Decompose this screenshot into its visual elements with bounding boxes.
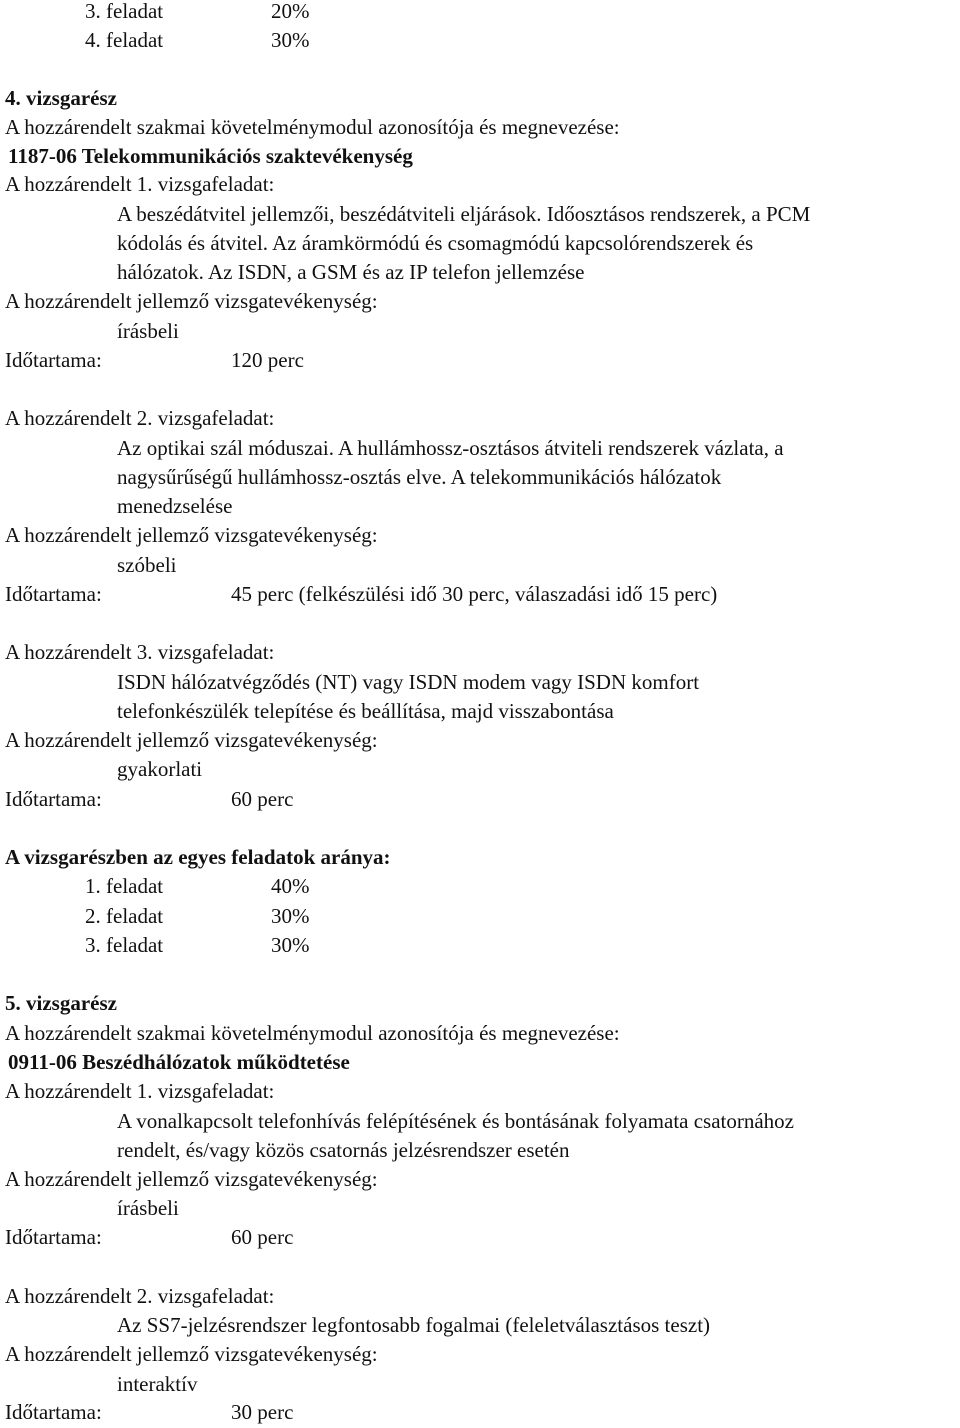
task-description: hálózatok. Az ISDN, a GSM és az IP telefon jellemzése (117, 260, 585, 284)
task-description: telefonkészülék telepítése és beállítása, majd visszabontása (117, 699, 614, 723)
duration-row (5, 1223, 294, 1252)
activity-value: írásbeli (117, 1196, 179, 1220)
task-description: menedzselése (117, 494, 233, 518)
task-percent: 30% (271, 904, 310, 928)
task-heading: A hozzárendelt 2. vizsgafeladat: (5, 406, 275, 430)
duration-value: 60 perc (231, 1225, 294, 1249)
list-item (85, 902, 310, 931)
task-heading: A hozzárendelt 3. vizsgafeladat: (5, 640, 275, 664)
ratio-heading: A vizsgarészben az egyes feladatok aránya: (5, 845, 391, 869)
duration-label: Időtartama: (5, 787, 102, 811)
task-heading: A hozzárendelt 1. vizsgafeladat: (5, 1079, 275, 1103)
duration-value: 120 perc (231, 348, 304, 372)
task-description: rendelt, és/vagy közös csatornás jelzésrendszer esetén (117, 1138, 570, 1162)
duration-value: 60 perc (231, 787, 294, 811)
activity-label: A hozzárendelt jellemző vizsgatevékenység: (5, 1342, 378, 1366)
list-item (85, 872, 310, 901)
task-heading: A hozzárendelt 1. vizsgafeladat: (5, 172, 275, 196)
activity-label: A hozzárendelt jellemző vizsgatevékenység: (5, 728, 378, 752)
task-description: A beszédátvitel jellemzői, beszédátviteli eljárások. Időosztásos rendszerek, a PCM (117, 202, 811, 226)
task-percent: 30% (271, 933, 310, 957)
activity-value: interaktív (117, 1372, 198, 1396)
activity-value: gyakorlati (117, 757, 203, 781)
task-percent: 40% (271, 874, 310, 898)
task-description: A vonalkapcsolt telefonhívás felépítésének és bontásának folyamata csatornához (117, 1109, 795, 1133)
activity-label: A hozzárendelt jellemző vizsgatevékenység: (5, 289, 378, 313)
module-label: A hozzárendelt szakmai követelménymodul azonosítója és megnevezése: (5, 1021, 620, 1045)
module-label: A hozzárendelt szakmai követelménymodul azonosítója és megnevezése: (5, 115, 620, 139)
module-name: 0911-06 Beszédhálózatok működtetése (8, 1050, 350, 1074)
task-description: Az optikai szál móduszai. A hullámhossz-osztásos átviteli rendszerek vázlata, a (117, 436, 784, 460)
task-label: 4. feladat (85, 28, 164, 52)
section-title: 5. vizsgarész (5, 991, 117, 1015)
task-description: nagysűrűségű hullámhossz-osztás elve. A telekommunikációs hálózatok (117, 465, 722, 489)
duration-row (5, 1398, 294, 1427)
activity-label: A hozzárendelt jellemző vizsgatevékenység: (5, 523, 378, 547)
task-label: 3. feladat (85, 933, 164, 957)
activity-value: írásbeli (117, 319, 179, 343)
duration-row (5, 346, 304, 375)
task-label: 2. feladat (85, 904, 164, 928)
duration-label: Időtartama: (5, 1225, 102, 1249)
activity-label: A hozzárendelt jellemző vizsgatevékenység: (5, 1167, 378, 1191)
duration-value: 30 perc (231, 1400, 294, 1424)
task-description: ISDN hálózatvégződés (NT) vagy ISDN modem vagy ISDN komfort (117, 670, 700, 694)
task-label: 3. feladat (85, 0, 164, 23)
section-title: 4. vizsgarész (5, 86, 117, 110)
task-heading: A hozzárendelt 2. vizsgafeladat: (5, 1284, 275, 1308)
task-description: Az SS7-jelzésrendszer legfontosabb fogalmai (feleletválasztásos teszt) (117, 1313, 711, 1337)
duration-row (5, 785, 294, 814)
duration-label: Időtartama: (5, 348, 102, 372)
duration-label: Időtartama: (5, 1400, 102, 1424)
task-percent: 30% (271, 28, 310, 52)
task-percent: 20% (271, 0, 310, 23)
list-item (85, 0, 310, 26)
duration-label: Időtartama: (5, 582, 102, 606)
task-description: kódolás és átvitel. Az áramkörmódú és csomagmódú kapcsolórendszerek és (117, 231, 754, 255)
task-label: 1. feladat (85, 874, 164, 898)
list-item (85, 931, 310, 960)
activity-value: szóbeli (117, 553, 177, 577)
list-item (85, 26, 310, 55)
module-name: 1187-06 Telekommunikációs szaktevékenység (8, 144, 413, 168)
duration-value: 45 perc (felkészülési idő 30 perc, válaszadási idő 15 perc) (231, 582, 718, 606)
duration-row (5, 580, 718, 609)
